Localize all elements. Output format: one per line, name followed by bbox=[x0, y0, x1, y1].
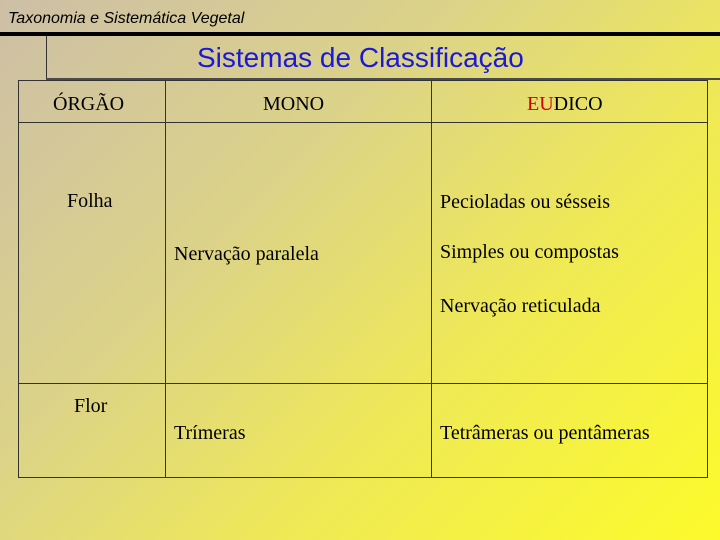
column-divider-1 bbox=[165, 81, 166, 477]
eudico-folha-item: Simples ou compostas bbox=[440, 241, 619, 263]
slide-title: Sistemas de Classificação bbox=[197, 42, 524, 73]
eudico-folha-item: Nervação reticulada bbox=[440, 295, 601, 317]
header-mono: MONO bbox=[263, 93, 325, 115]
column-divider-2 bbox=[431, 81, 432, 477]
mono-flor-item: Trímeras bbox=[174, 422, 246, 444]
header-eudico bbox=[527, 93, 603, 116]
mono-folha-item: Nervação paralela bbox=[174, 243, 319, 265]
header-title: Taxonomia e Sistemática Vegetal bbox=[8, 10, 245, 27]
header-eudico-rest: DICO bbox=[553, 93, 603, 115]
header-eudico-prefix: EU bbox=[527, 93, 554, 115]
header-row-divider bbox=[19, 122, 707, 123]
organ-folha: Folha bbox=[67, 190, 113, 212]
row-divider bbox=[19, 383, 707, 384]
classification-table bbox=[18, 80, 708, 478]
eudico-flor-item: Tetrâmeras ou pentâmeras bbox=[440, 422, 650, 444]
slide-title-box bbox=[46, 36, 720, 79]
header-organ: ÓRGÃO bbox=[53, 93, 125, 115]
organ-flor: Flor bbox=[74, 395, 108, 417]
eudico-folha-item: Pecioladas ou sésseis bbox=[440, 191, 610, 213]
